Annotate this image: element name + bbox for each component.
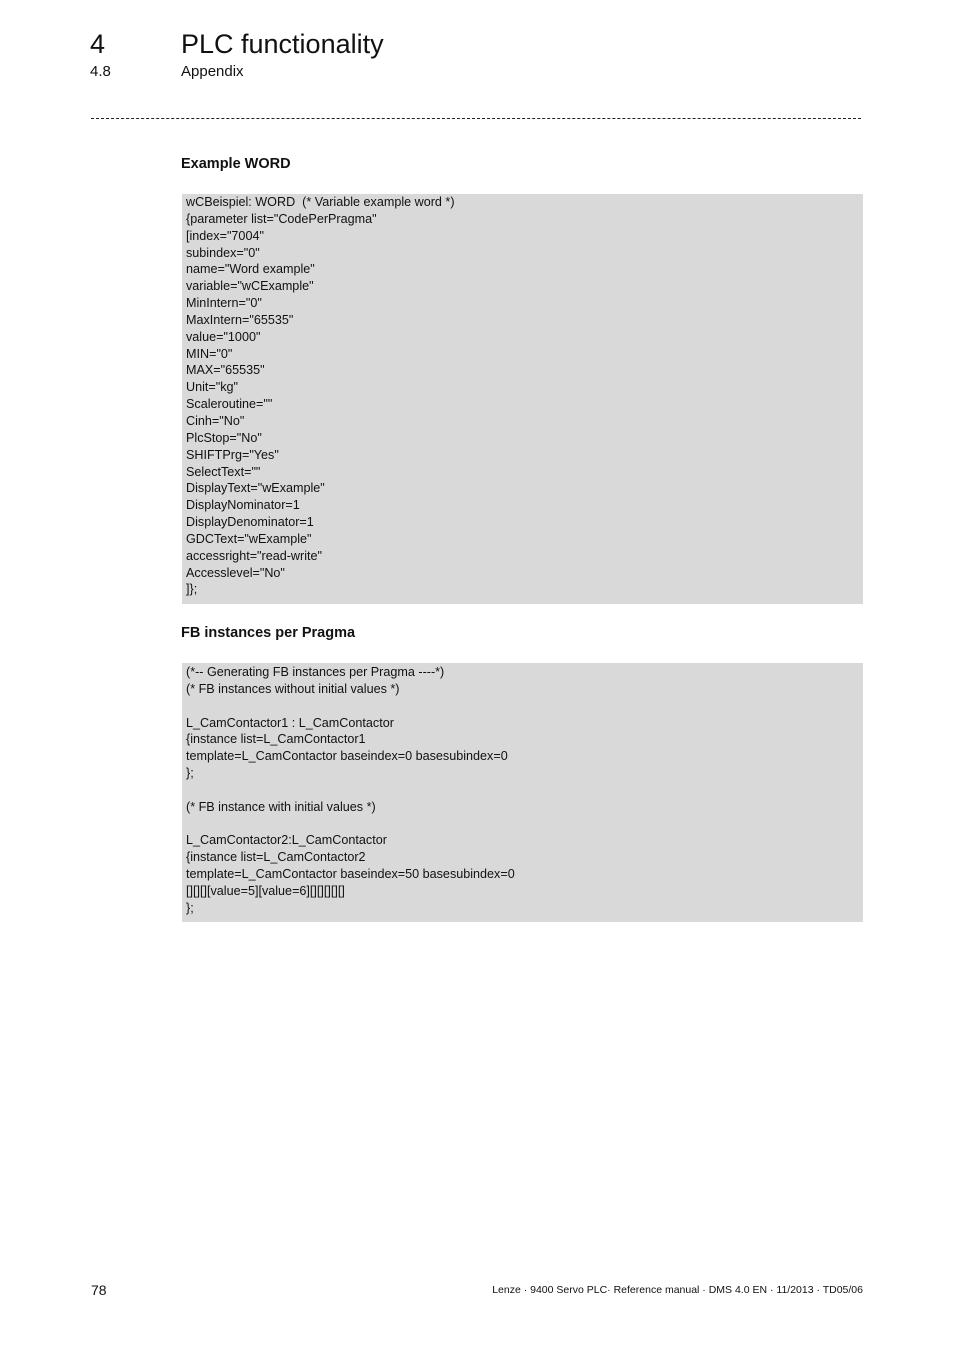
code-line: Unit="kg": [186, 380, 238, 395]
code-line: [][][][value=5][value=6][][][][][]: [186, 883, 345, 898]
code-line: MinIntern="0": [186, 296, 262, 311]
code-line: {parameter list="CodePerPragma": [186, 211, 377, 226]
code-line: name="Word example": [186, 262, 315, 277]
code-line: L_CamContactor1 : L_CamContactor: [186, 715, 394, 730]
code-line: Scaleroutine="": [186, 397, 273, 412]
code-line: ]};: [186, 582, 198, 597]
code-line: PlcStop="No": [186, 430, 262, 445]
code-line: (*-- Generating FB instances per Pragma ----*): [186, 665, 445, 679]
code-line: SelectText="": [186, 464, 261, 479]
code-line: subindex="0": [186, 245, 260, 260]
code-block-fb-instances: [182, 663, 863, 922]
code-line: DisplayText="wExample": [186, 481, 325, 496]
code-line: };: [186, 900, 194, 915]
code-line: (* FB instances without initial values *): [186, 681, 400, 696]
heading-example-word: Example WORD: [181, 156, 291, 172]
code-block-example-word: [182, 194, 863, 604]
code-line: wCBeispiel: WORD (* Variable example word *): [186, 195, 455, 209]
code-line: };: [186, 766, 194, 781]
code-line: {instance list=L_CamContactor2: [186, 850, 366, 865]
heading-fb-instances: FB instances per Pragma: [181, 625, 356, 641]
code-line: Accesslevel="No": [186, 565, 285, 580]
code-line: MAX="65535": [186, 363, 265, 378]
footer-document-info: Lenze · 9400 Servo PLC· Reference manual · DMS 4.0 EN · 11/2013 · TD05/06: [492, 1284, 863, 1296]
code-line: value="1000": [186, 329, 261, 344]
code-line: SHIFTPrg="Yes": [186, 447, 279, 462]
code-line: L_CamContactor2:L_CamContactor: [186, 833, 387, 848]
code-line: Cinh="No": [186, 413, 245, 428]
section-number: 4.8: [90, 63, 111, 80]
section-title: Appendix: [181, 63, 244, 80]
header-divider: [91, 118, 861, 119]
code-line: [186, 782, 863, 799]
code-line: template=L_CamContactor baseindex=0 basesubindex=0: [186, 749, 508, 764]
code-line: MaxIntern="65535": [186, 312, 294, 327]
code-line: accessright="read-write": [186, 548, 322, 563]
code-line: (* FB instance with initial values *): [186, 799, 376, 814]
code-line: [186, 816, 863, 833]
code-line: MIN="0": [186, 346, 233, 361]
code-line: [186, 698, 863, 715]
code-line: [index="7004": [186, 228, 264, 243]
code-line: DisplayNominator=1: [186, 498, 300, 513]
code-line: variable="wCExample": [186, 279, 314, 294]
code-line: GDCText="wExample": [186, 531, 312, 546]
chapter-title: PLC functionality: [181, 29, 384, 59]
page-number: 78: [91, 1282, 107, 1298]
chapter-number: 4: [90, 29, 106, 59]
code-line: {instance list=L_CamContactor1: [186, 732, 366, 747]
code-line: template=L_CamContactor baseindex=50 basesubindex=0: [186, 867, 515, 882]
code-line: DisplayDenominator=1: [186, 515, 314, 530]
